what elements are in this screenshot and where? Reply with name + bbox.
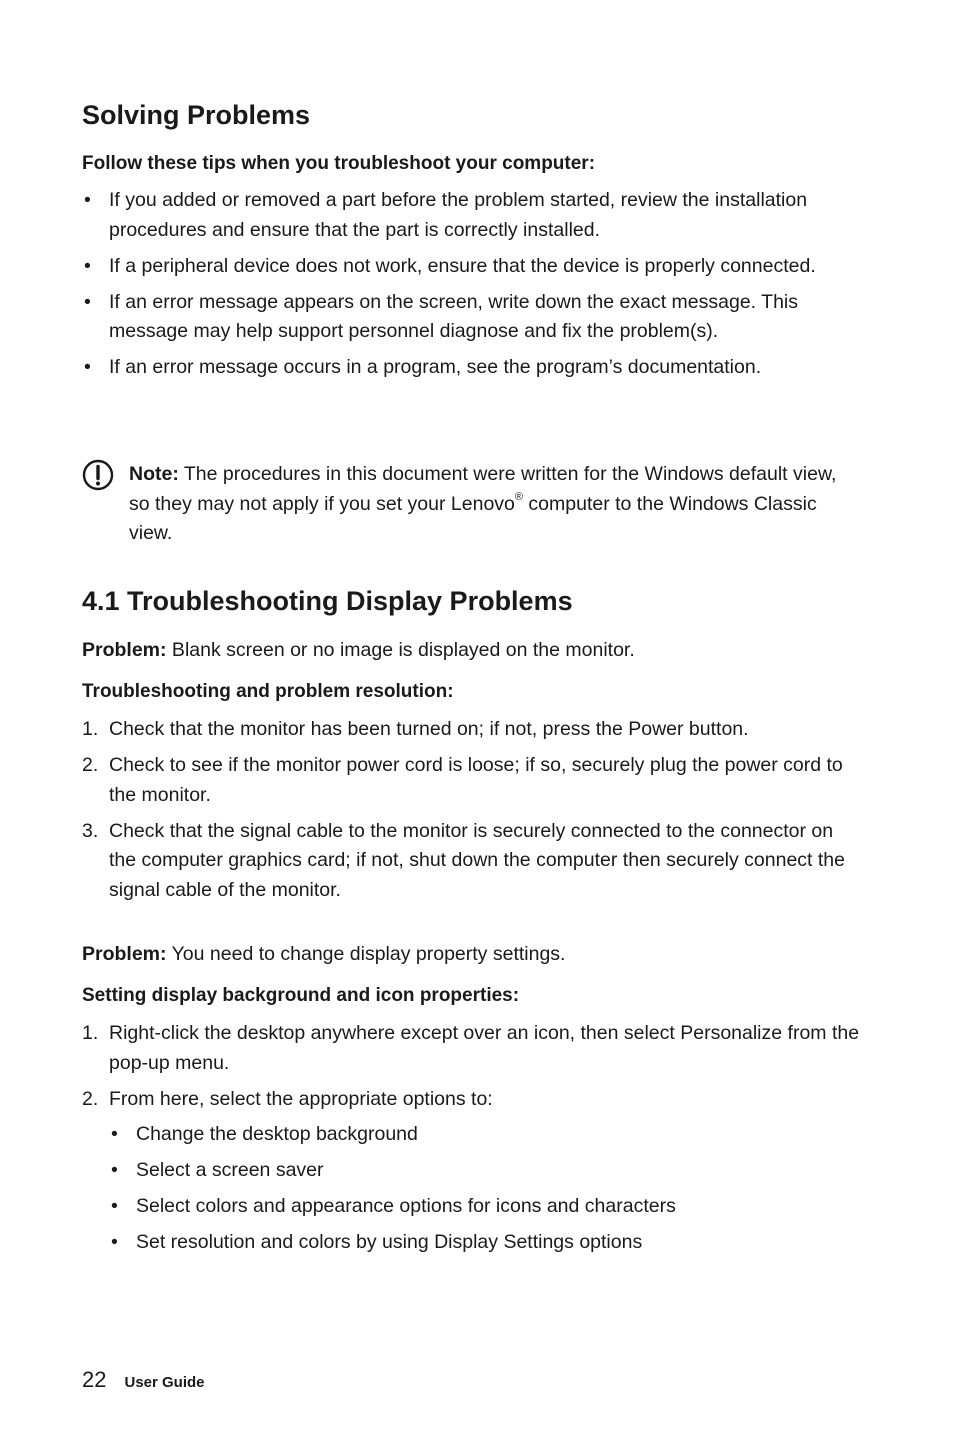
problem-statement-1: Problem: Blank screen or no image is displayed on the monitor. <box>82 639 635 661</box>
list-item: • If an error message occurs in a program, see the program’s documentation. <box>84 356 762 378</box>
section-title-display-problems: 4.1 Troubleshooting Display Problems <box>82 586 573 616</box>
settings-lead: Setting display background and icon properties: <box>82 985 520 1006</box>
note-text: Note: The procedures in this document were written for the Windows default view, so they may not apply if you set your Lenovo® computer to the Windows Classic view. <box>129 463 837 544</box>
list-item: 3. Check that the signal cable to the monitor is securely connected to the connector on the computer graphics card; if not, shut down the computer then securely connect the signal cable of the monitor. <box>82 819 845 901</box>
list-item: 2. From here, select the appropriate options to: <box>82 1087 493 1110</box>
list-item: • If a peripheral device does not work, ensure that the device is properly connected. <box>84 254 816 277</box>
list-item: • Set resolution and colors by using Display Settings options <box>111 1231 643 1253</box>
settings-options-list <box>109 1120 869 1264</box>
list-item: 2. Check to see if the monitor power cord is loose; if so, securely plug the power cord to the monitor. <box>82 754 843 806</box>
tips-list <box>82 186 862 389</box>
page-footer <box>82 1367 205 1393</box>
list-item: 1. Check that the monitor has been turned on; if not, press the Power button. <box>82 718 749 740</box>
list-item: • If an error message appears on the screen, write down the exact message. This message may help support personnel diagnose and fix the problem(s). <box>84 290 798 342</box>
list-item: • Select colors and appearance options for icons and characters <box>111 1195 676 1217</box>
list-item: • Select a screen saver <box>111 1159 324 1181</box>
settings-steps <box>82 1019 862 1121</box>
list-item: 1. Right-click the desktop anywhere except over an icon, then select Personalize from the pop-up menu. <box>82 1022 860 1074</box>
resolution-steps <box>82 715 862 912</box>
list-item: • Change the desktop background <box>111 1123 418 1145</box>
resolution-lead: Troubleshooting and problem resolution: <box>82 681 454 702</box>
list-item: • If you added or removed a part before the problem started, review the installation procedures and ensure that the part is correctly installed. <box>84 189 808 241</box>
tips-lead: Follow these tips when you troubleshoot your computer: <box>82 153 596 174</box>
exclamation-circle-icon <box>82 459 114 491</box>
page-number: 22 <box>82 1367 107 1392</box>
footer-label: User Guide <box>124 1374 205 1391</box>
problem-statement-2: Problem: You need to change display property settings. <box>82 943 566 965</box>
section-title-solving-problems: Solving Problems <box>82 100 311 130</box>
